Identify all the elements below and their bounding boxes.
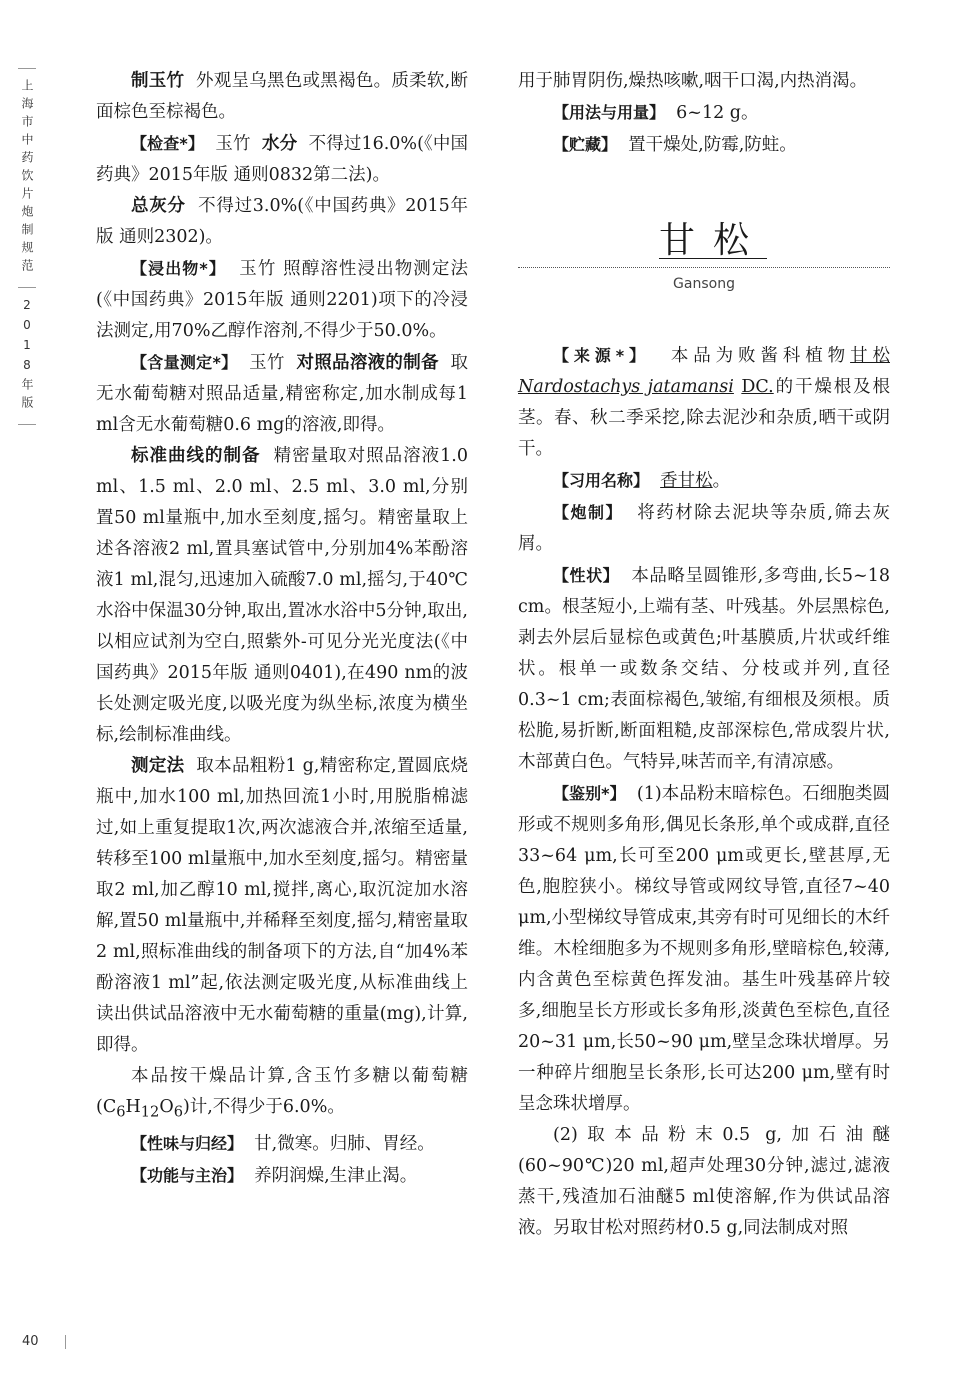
section-tag: 【贮藏】 xyxy=(553,135,618,154)
text: 取本品粗粉1 g,精密称定,置圆底烧瓶中,加水100 ml,加热回流1小时,用脱脂棉滤过,如上重复提取1次,两次滤液合并,浓缩至适量,转移至100 ml量瓶中,加水至刻度,摇匀。精密量取2 ml,加乙醇10 ml,搅拌,离心,取沉淀加水溶解,置50 ml量瓶中,并稀释至刻度,摇匀,精密量取2 ml,照标准曲线的制备项下的方法,自“加4%苯酚溶液1 ml”起,依法测定吸光度,从标准曲线上读出供试品溶液中无水葡萄糖的重量(mg),计算,即得。 xyxy=(96,756,468,1055)
page-number-text: 40 xyxy=(22,1334,39,1349)
section-tag: 【鉴别*】 xyxy=(553,784,626,803)
side-rule-bottom xyxy=(18,424,36,425)
text: )计,不得少于6.0%。 xyxy=(182,1097,345,1117)
label: 对照品溶液的制备 xyxy=(296,353,439,373)
paragraph-identification-1 xyxy=(518,778,890,1120)
common-name: 香甘松 xyxy=(660,471,713,491)
paragraph-functions xyxy=(96,1160,468,1192)
section-tag: 【性状】 xyxy=(553,566,620,585)
label: 总灰分 xyxy=(131,196,186,216)
text: 外观呈乌黑色或黑褐色。质柔软,断面棕色至棕褐色。 xyxy=(96,71,468,122)
subject: 玉竹 xyxy=(215,134,251,154)
text: 置干燥处,防霉,防蛀。 xyxy=(628,135,797,155)
paragraph-description xyxy=(518,560,890,778)
text: 用于肺胃阴伤,燥热咳嗽,咽干口渴,内热消渴。 xyxy=(518,71,868,91)
paragraph-storage xyxy=(518,129,890,161)
section-tag: 【检查*】 xyxy=(131,134,204,153)
section-tag: 【用法与用量】 xyxy=(553,103,666,122)
paragraph-source xyxy=(518,340,890,465)
monograph-pinyin: Gansong xyxy=(673,276,735,292)
text: 6~12 g。 xyxy=(676,103,759,123)
text: 玉竹 照醇溶性浸出物测定法(《中国药典》2015年版 通则2201)项下的冷浸法测定,用70%乙醇作溶剂,不得少于50.0%。 xyxy=(96,259,468,341)
text: 养阴润燥,生津止渴。 xyxy=(254,1165,418,1186)
text: 本品按干燥品计算,含玉竹多糖以葡萄糖(C xyxy=(96,1066,468,1117)
text: 的干燥根及根茎。春、秋二季采挖,除去泥沙和杂质,晒干或阴干。 xyxy=(518,377,891,459)
text: O xyxy=(159,1097,174,1117)
section-tag: 【性味与归经】 xyxy=(131,1133,244,1153)
left-column xyxy=(96,66,468,1192)
text: 不得过16.0%(《中国药典》2015年版 通则0832第二法)。 xyxy=(96,134,469,185)
label: 水分 xyxy=(261,134,298,154)
paragraph-dosage xyxy=(518,97,890,129)
paragraph-total-ash xyxy=(96,191,468,253)
text: (2)取本品粉末0.5 g,加石油醚(60~90℃)20 ml,超声处理30分钟,滤过,滤液蒸干,残渣加石油醚5 ml使溶解,作为供试品溶液。另取甘松对照药材0.5 g,同法制成对照 xyxy=(518,1125,890,1238)
side-running-head xyxy=(14,68,40,435)
title-dotted-rule xyxy=(518,267,890,268)
paragraph-assay xyxy=(96,347,468,441)
label: 测定法 xyxy=(131,756,185,776)
paragraph-common-name xyxy=(518,465,890,497)
text: 甘,微寒。归肺、胃经。 xyxy=(254,1133,435,1154)
section-tag: 【含量测定*】 xyxy=(131,353,238,372)
subscript: 6 xyxy=(173,1103,183,1121)
subscript: 6 xyxy=(116,1103,126,1121)
monograph-title: 甘松 xyxy=(658,220,767,261)
latin-author: DC. xyxy=(741,377,774,397)
page-number xyxy=(22,1334,66,1349)
latin-name: Nardostachys jatamansi xyxy=(518,377,734,397)
page-number-rule xyxy=(65,1335,66,1349)
paragraph-processed-yuzhu xyxy=(96,66,468,128)
plant-name: 甘松 xyxy=(850,346,890,366)
text: 不得过3.0%(《中国药典》2015年版 通则2302)。 xyxy=(96,196,468,247)
text: 精密量取对照品溶液1.0 ml、1.5 ml、2.0 ml、2.5 ml、3.0 ml,分别置50 ml量瓶中,加水至刻度,摇匀。精密量取上述各溶液2 ml,置具塞试管中,分别加4%苯酚溶液1 ml,混匀,迅速加入硫酸7.0 ml,摇匀,于40℃水浴中保温30分钟,取出,置冰水浴中5分钟,取出,以相应试剂为空白,照紫外-可见分光光度法(《中国药典》2015年版 通则0401),在490 nm的波长处测定吸光度,以吸光度为纵坐标,浓度为横坐标,绘制标准曲线。 xyxy=(96,446,468,745)
text: 将药材除去泥块等杂质,筛去灰屑。 xyxy=(518,503,890,554)
section-tag: 【习用名称】 xyxy=(553,471,650,490)
subscript: 12 xyxy=(140,1103,160,1121)
right-column xyxy=(518,66,890,1244)
paragraph-indications xyxy=(518,66,890,97)
section-tag: 【功能与主治】 xyxy=(131,1165,244,1185)
text: H xyxy=(125,1097,141,1117)
section-tag: 【浸出物*】 xyxy=(131,259,226,278)
section-tag: 【来源*】 xyxy=(553,346,650,365)
paragraph-nature-meridian xyxy=(96,1128,468,1160)
side-edition: 2018年版 xyxy=(20,298,34,414)
text: 本品为败酱科植物 xyxy=(670,346,851,366)
text: 取无水葡萄糖对照品适量,精密称定,加水制成每1 ml含无水葡萄糖0.6 mg的溶液,即得。 xyxy=(96,353,469,435)
paragraph-standard-curve xyxy=(96,441,468,751)
text: 。 xyxy=(712,471,731,491)
paragraph-method xyxy=(96,751,468,1061)
paragraph-extractives xyxy=(96,253,468,347)
text: (1)本品粉末暗棕色。石细胞类圆形或不规则多角形,偶见长条形,单个或成群,直径33~64 μm,长可至200 μm或更长,壁甚厚,无色,胞腔狭小。梯纹导管或网纹导管,直径7~40 μm,小型梯纹导管成束,其旁有时可见细长的木纤维。木栓细胞多为不规则多角形,壁暗棕色,较薄,内含黄色至棕黄色挥发油。基生叶残基碎片较多,细胞呈长方形或长多角形,淡黄色至棕色,直径20~31 μm,长50~90 μm,壁呈念珠状增厚。另一种碎片细胞呈长条形,长可达200 μm,壁有时呈念珠状增厚。 xyxy=(518,784,890,1114)
side-rule-top xyxy=(18,68,36,69)
paragraph-processing xyxy=(518,497,890,560)
side-book-title: 上海市中药饮片炮制规范 xyxy=(20,79,34,277)
label: 标准曲线的制备 xyxy=(131,446,261,466)
subject: 玉竹 xyxy=(249,353,285,373)
paragraph-identification-2 xyxy=(518,1120,890,1244)
text: 本品略呈圆锥形,多弯曲,长5~18 cm。根茎短小,上端有茎、叶残基。外层黑棕色,剥去外层后显棕色或黄色;叶基膜质,片状或纤维状。根单一或数条交结、分枝或并列,直径0.3~1 cm;表面棕褐色,皱缩,有细根及须根。质松脆,易折断,断面粗糙,皮部深棕色,常成裂片状,木部黄白色。气特异,味苦而辛,有清凉感。 xyxy=(518,566,890,772)
section-tag: 【炮制】 xyxy=(553,503,624,522)
paragraph-inspection xyxy=(96,128,468,191)
paragraph-content-limit xyxy=(96,1061,468,1128)
label: 制玉竹 xyxy=(131,71,185,91)
side-rule-middle xyxy=(18,287,36,288)
